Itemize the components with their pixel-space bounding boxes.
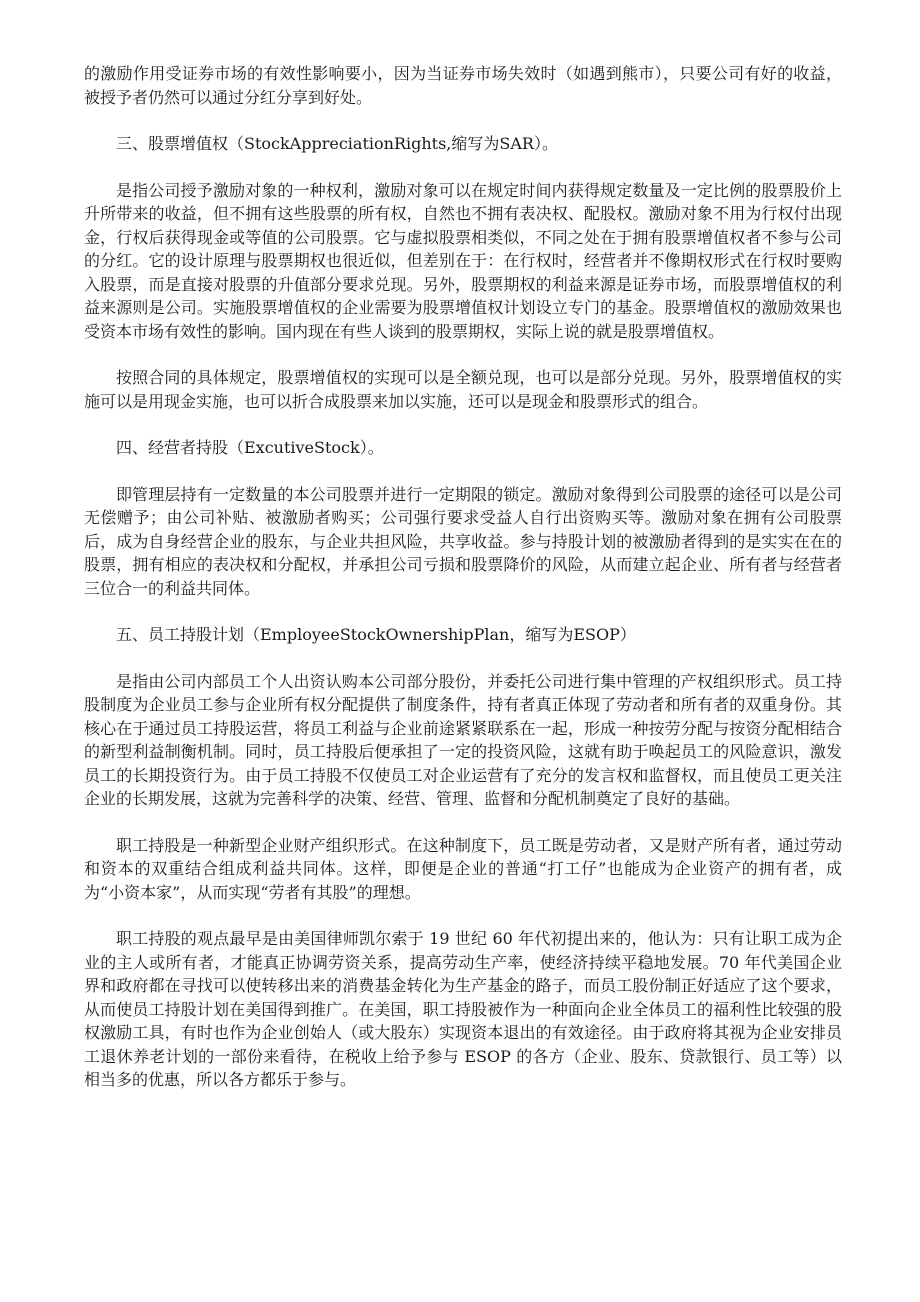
paragraph-sar-implementation: 按照合同的具体规定，股票增值权的实现可以是全额兑现，也可以是部分兑现。另外，股票增值权的实施可以是用现金实施，也可以折合成股票来加以实施，还可以是现金和股票形式的组合。 — [84, 368, 842, 411]
section-heading-sar: 三、股票增值权（StockAppreciationRights,缩写为SAR）。 — [116, 134, 558, 153]
section-heading-executive-stock: 四、经营者持股（ExcutiveStock）。 — [116, 438, 384, 457]
section-heading-esop: 五、员工持股计划（EmployeeStockOwnershipPlan，缩写为ESOP） — [116, 625, 636, 644]
paragraph-sar-definition: 是指公司授予激励对象的一种权利，激励对象可以在规定时间内获得规定数量及一定比例的股票股价上升所带来的收益，但不拥有这些股票的所有权，自然也不拥有表决权、配股权。激励对象不用为行权付出现金，行权后获得现金或等值的公司股票。它与虚拟股票相类似，不同之处在于拥有股票增值权者不参与公司的分红。它的设计原理与股票期权也很近似，但差别在于：在行权时，经营者并不像期权形式在行权时要购入股票，而是直接对股票的升值部分要求兑现。另外，股票期权的利益来源是证券市场，而股票增值权的利益来源则是公司。实施股票增值权的企业需要为股票增值权计划设立专门的基金。股票增值权的激励效果也受资本市场有效性的影响。国内现在有些人谈到的股票期权，实际上说的就是股票增值权。 — [84, 180, 842, 341]
paragraph-executive-stock: 即管理层持有一定数量的本公司股票并进行一定期限的锁定。激励对象得到公司股票的途径可以是公司无偿赠予；由公司补贴、被激励者购买；公司强行要求受益人自行出资购买等。激励对象在拥有公司股票后，成为自身经营企业的股东，与企业共担风险，共享收益。参与持股计划的被激励者得到的是实实在在的股票，拥有相应的表决权和分配权，并承担公司亏损和股票降价的风险，从而建立起企业、所有者与经营者三位合一的利益共同体。 — [84, 484, 842, 598]
paragraph-esop-definition: 是指由公司内部员工个人出资认购本公司部分股份，并委托公司进行集中管理的产权组织形式。员工持股制度为企业员工参与企业所有权分配提供了制度条件，持有者真正体现了劳动者和所有者的双重身份。其核心在于通过员工持股运营，将员工利益与企业前途紧紧联系在一起，形成一种按劳分配与按资分配相结合的新型利益制衡机制。同时，员工持股后便承担了一定的投资风险，这就有助于唤起员工的风险意识，激发员工的长期投资行为。由于员工持股不仅使员工对企业运营有了充分的发言权和监督权，而且使员工更关注企业的长期发展，这就为完善科学的决策、经营、管理、监督和分配机制奠定了良好的基础。 — [84, 671, 842, 808]
paragraph-employee-ownership: 职工持股是一种新型企业财产组织形式。在这种制度下，员工既是劳动者，又是财产所有者，通过劳动和资本的双重结合组成利益共同体。这样，即便是企业的普通“打工仔”也能成为企业资产的拥有者，成为“小资本家”，从而实现“劳者有其股”的理想。 — [84, 835, 842, 902]
paragraph-continuation: 的激励作用受证券市场的有效性影响要小，因为当证券市场失效时（如遇到熊市），只要公司有好的收益，被授予者仍然可以通过分红分享到好处。 — [84, 64, 842, 107]
document-page — [84, 62, 842, 1115]
paragraph-esop-history: 职工持股的观点最早是由美国律师凯尔索于 19 世纪 60 年代初提出来的，他认为：只有让职工成为企业的主人或所有者，才能真正协调劳资关系，提高劳动生产率，使经济持续平稳地发展。70 年代美国企业界和政府都在寻找可以使转移出来的消费基金转化为生产基金的路子，而员工股份制正好适应了这个要求，从而使员工持股计划在美国得到推广。在美国，职工持股被作为一种面向企业全体员工的福利性比较强的股权激励工具，有时也作为企业创始人（或大股东）实现资本退出的有效途径。由于政府将其视为企业安排员工退休养老计划的一部份来看待，在税收上给予参与 ESOP 的各方（企业、股东、贷款银行、员工等）以相当多的优惠，所以各方都乐于参与。 — [84, 929, 842, 1089]
